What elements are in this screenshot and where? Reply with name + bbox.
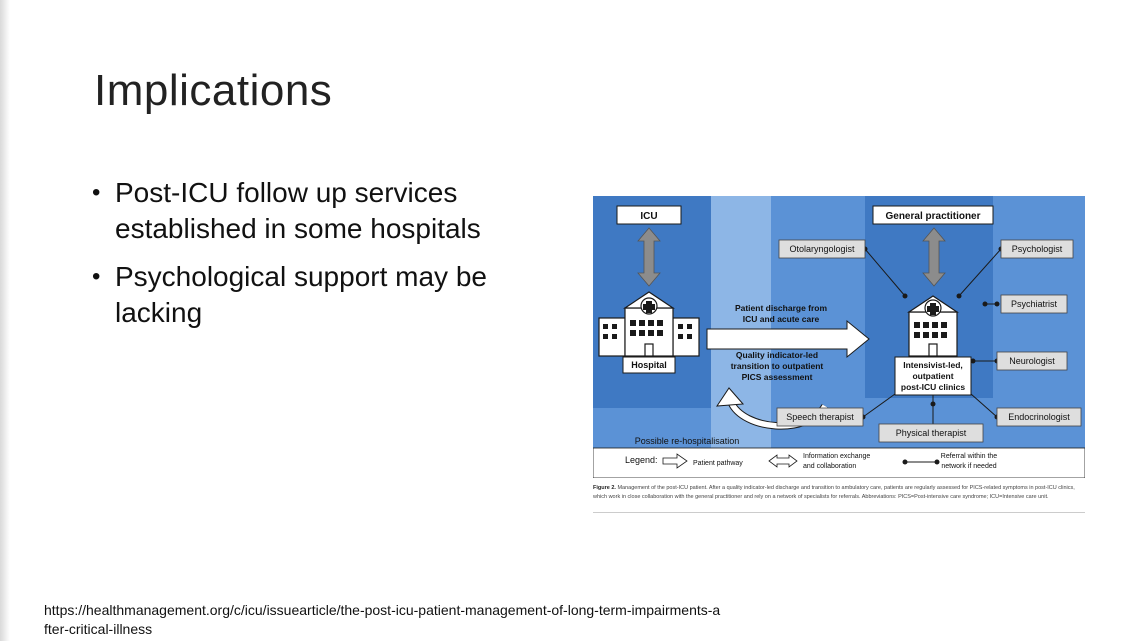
figure-caption-text: Management of the post-ICU patient. After a quality indicator-led discharge and transition to ambulatory care, patients are regularly assessed for PICS-related symptoms in post-ICU clinics, which work in close collaboration with the general practitioner and rely on a network of specialists for referrals. Abbreviations: PICS=Post-intensive care syndrome; ICU=Intensive care unit. [593, 485, 1075, 500]
speech-therapist-label: Speech therapist [786, 412, 854, 422]
clinic-label-line1: Intensivist-led, [903, 360, 963, 370]
bullet-list [92, 175, 572, 343]
discharge-label-line1: Patient discharge from [734, 303, 828, 313]
figure-caption-title: Figure 2. [593, 485, 616, 491]
endocrinologist-label: Endocrinologist [1008, 412, 1070, 422]
psychiatrist-label: Psychiatrist [1010, 299, 1058, 309]
clinic-label-line2: outpatient [912, 371, 954, 381]
slide-title: Implications [94, 66, 333, 115]
legend-title: Legend: [625, 455, 658, 465]
quality-label-line3: PICS assessment [741, 372, 813, 382]
legend-info-line2: and collaboration [803, 463, 857, 470]
caption-divider [593, 512, 1085, 513]
quality-label-line1: Quality indicator-led [735, 350, 819, 360]
quality-label-line2: transition to outpatient [730, 361, 824, 371]
otolaryngologist-label: Otolaryngologist [789, 244, 855, 254]
source-link[interactable]: https://healthmanagement.org/c/icu/issuearticle/the-post-icu-patient-management-of-long-term-impairments-after-critical-illness [44, 602, 721, 637]
care-pathway-figure [593, 196, 1085, 516]
gp-label: General practitioner [885, 211, 981, 222]
bullet-text: Post-ICU follow up services established in some hospitals [115, 177, 481, 244]
psychologist-label: Psychologist [1011, 244, 1063, 254]
clinic-label-line3: post-ICU clinics [900, 382, 966, 392]
physical-therapist-label: Physical therapist [895, 428, 967, 438]
rehospitalisation-label: Possible re-hospitalisation [634, 436, 740, 446]
bullet-item [92, 259, 572, 331]
bullet-dot-icon: • [92, 263, 101, 290]
bullet-text: Psychological support may be lacking [115, 261, 487, 328]
legend-pathway-label: Patient pathway [693, 460, 743, 467]
pathway-diagram [593, 196, 1085, 478]
bullet-item [92, 175, 572, 247]
bullet-dot-icon: • [92, 179, 101, 206]
hospital-label: Hospital [631, 360, 667, 370]
legend-info-line1: Information exchange [803, 453, 871, 460]
legend-referral-dot-icon [903, 460, 908, 465]
slide-edge-shadow [0, 0, 10, 641]
legend-referral-line1: Referral within the [940, 453, 998, 460]
legend-referral-dot-icon [935, 460, 940, 465]
figure-caption [593, 484, 1083, 502]
neurologist-label: Neurologist [1009, 356, 1055, 366]
icu-label: ICU [640, 211, 658, 222]
discharge-label-line2: ICU and acute care [742, 314, 820, 324]
legend-referral-line2: network if needed [941, 463, 997, 470]
